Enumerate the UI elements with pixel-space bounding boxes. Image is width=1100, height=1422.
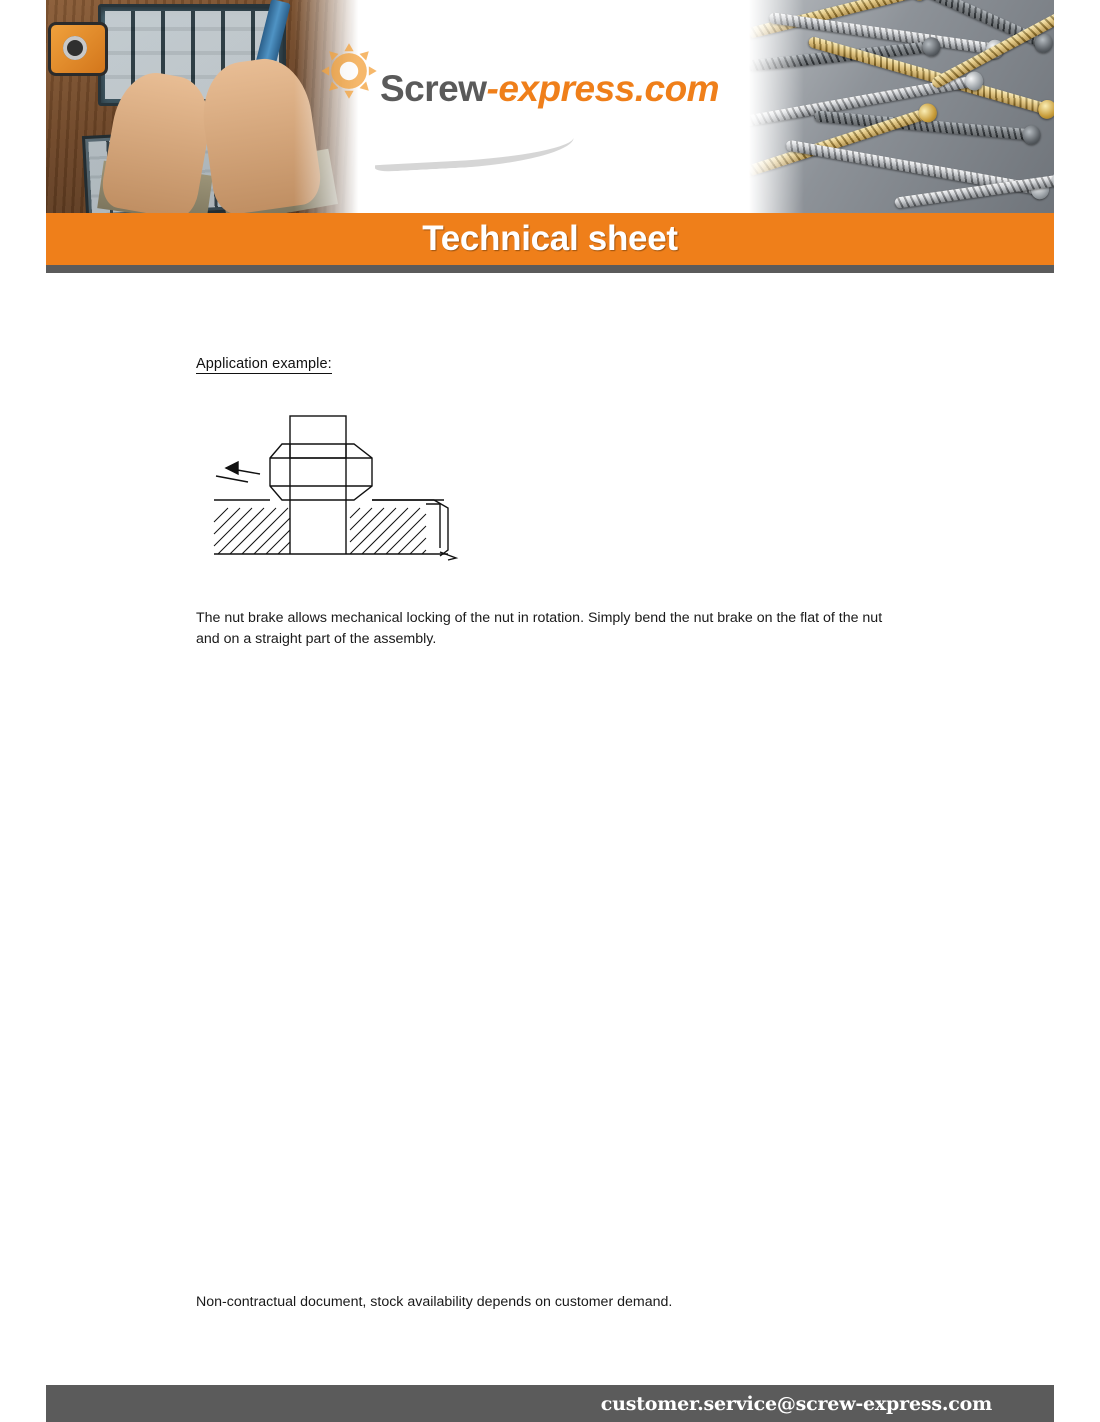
content-area <box>196 355 956 574</box>
description-line-2: and on a straight part of the assembly. <box>196 631 437 647</box>
description-line-1: The nut brake allows mechanical locking of the nut in rotation. Simply bend the nut brake on the flat of the nut <box>196 610 883 626</box>
description-text <box>196 608 896 650</box>
logo-wordmark <box>380 68 719 110</box>
screws-pile-photo <box>744 0 1054 213</box>
contact-email[interactable]: customer.service@screw-express.com <box>600 1392 992 1415</box>
title-underbar <box>46 265 1054 273</box>
assembly-line-drawing <box>204 404 484 574</box>
footer-bar <box>46 1385 1054 1422</box>
page-title: Technical sheet <box>422 219 678 258</box>
technical-sheet-title-bar <box>46 213 1054 265</box>
photo-left-fade <box>294 0 364 213</box>
header-banner <box>46 0 1054 213</box>
brand-logo <box>364 0 754 213</box>
workbench-screws-photo <box>46 0 364 213</box>
nut-brake-assembly-drawing <box>204 404 484 574</box>
gear-icon <box>316 38 382 104</box>
disclaimer-text: Non-contractual document, stock availability depends on customer demand. <box>196 1294 673 1310</box>
application-example-label: Application example: <box>196 356 332 372</box>
logo-word-express: -express.com <box>486 68 720 109</box>
logo-word-screw: Screw <box>380 68 487 109</box>
photo-right-fade <box>744 0 804 213</box>
logo-swoosh <box>373 121 575 172</box>
tape-measure <box>48 22 108 76</box>
